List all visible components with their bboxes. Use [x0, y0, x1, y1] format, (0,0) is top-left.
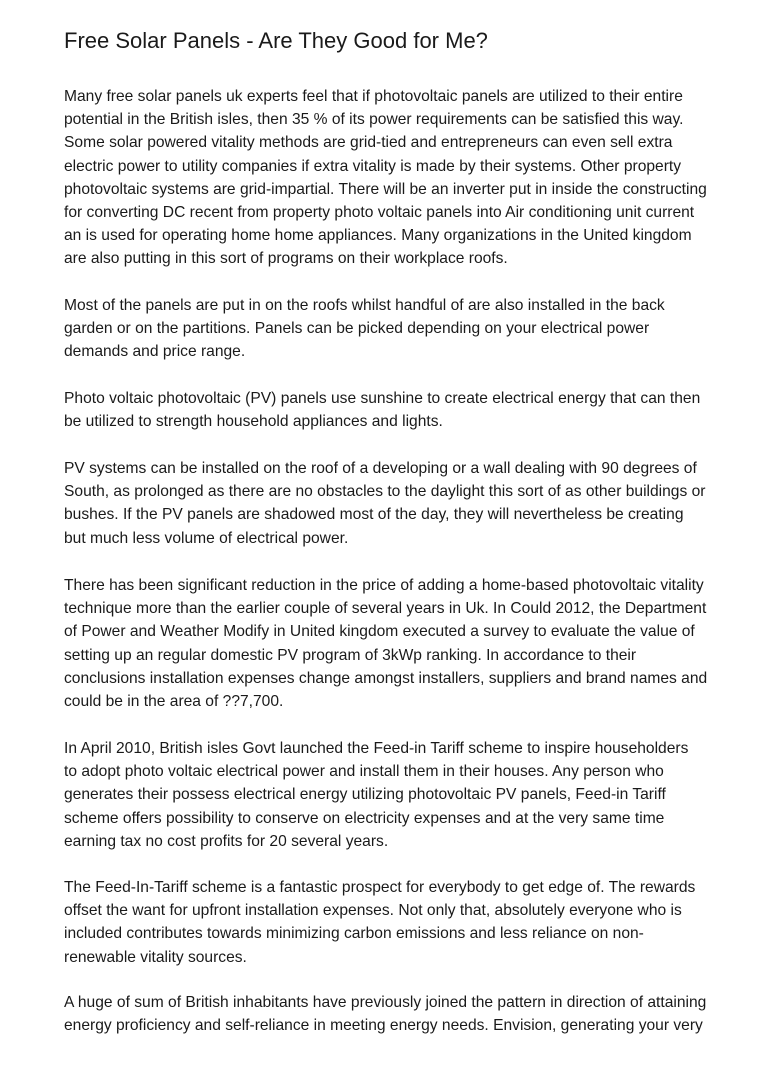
document-title: Free Solar Panels - Are They Good for Me? [64, 28, 488, 53]
paragraph-line: could be in the area of ??7,700. [64, 693, 284, 711]
paragraph-line: garden or on the partitions. Panels can be picked depending on your electrical power [64, 320, 650, 338]
paragraph-line: bushes. If the PV panels are shadowed most of the day, they will nevertheless be creating [64, 506, 684, 524]
paragraph-line: included contributes towards minimizing carbon emissions and less reliance on non- [64, 925, 644, 943]
paragraph-line: energy proficiency and self-reliance in meeting energy needs. Envision, generating your very [64, 1017, 703, 1035]
paragraph [64, 387, 700, 433]
paragraph-line: technique more than the earlier couple of several years in Uk. In Could 2012, the Department [64, 600, 707, 618]
paragraph-line: A huge of sum of British inhabitants have previously joined the pattern in direction of attaining [64, 994, 707, 1011]
paragraph-line: scheme offers possibility to conserve on electricity expenses and at the very same time [64, 809, 665, 827]
paragraph-line: Photo voltaic photovoltaic (PV) panels use sunshine to create electrical energy that can then [64, 390, 701, 407]
paragraph-line: demands and price range. [64, 343, 246, 361]
paragraph-line: but much less volume of electrical power. [64, 529, 349, 547]
paragraph-line: potential in the British isles, then 35 % of its power requirements can be satisfied this way. [64, 111, 684, 129]
paragraph-line: renewable vitality sources. [64, 948, 247, 966]
paragraph-line: electric power to utility companies if extra vitality is made by their systems. Other property [64, 157, 682, 175]
paragraph-line: There has been significant reduction in the price of adding a home-based photovoltaic vitality [64, 577, 704, 594]
paragraph-line: Some solar powered vitality methods are grid-tied and entrepreneurs can even sell extra [64, 134, 673, 152]
paragraph-line: photovoltaic systems are grid-impartial. There will be an inverter put in inside the constructing [64, 180, 707, 198]
paragraph-line: Many free solar panels uk experts feel that if photovoltaic panels are utilized to their entire [64, 88, 683, 105]
paragraph-line: of Power and Weather Modify in United kingdom executed a survey to evaluate the value of [64, 623, 695, 641]
paragraph-line: to adopt photo voltaic electrical power and install them in their houses. Any person who [64, 763, 664, 781]
paragraph-line: In April 2010, British isles Govt launched the Feed-in Tariff scheme to inspire householders [64, 740, 689, 757]
paragraph-line: for converting DC recent from property photo voltaic panels into Air conditioning unit current [64, 204, 695, 222]
paragraph-line: generates their possess electrical energy utilizing photovoltaic PV panels, Feed-in Tariff [64, 786, 666, 804]
paragraph [64, 991, 706, 1037]
paragraph-line: setting up an regular domestic PV program of 3kWp ranking. In accordance to their [64, 646, 637, 664]
paragraph-line: The Feed-In-Tariff scheme is a fantastic prospect for everybody to get edge of. The rewards [64, 879, 696, 896]
paragraph [64, 457, 705, 550]
paragraph-line: offset the want for upfront installation expenses. Not only that, absolutely everyone who is [64, 902, 682, 920]
paragraph [64, 574, 707, 713]
paragraph-line: be utilized to strength household appliances and lights. [64, 413, 443, 431]
paragraph-line: PV systems can be installed on the roof of a developing or a wall dealing with 90 degrees of [64, 460, 697, 477]
paragraph [64, 876, 695, 969]
paragraph-line: an is used for operating home home appliances. Many organizations in the United kingdom [64, 227, 692, 245]
paragraph [64, 737, 688, 853]
paragraph [64, 294, 665, 364]
paragraph [64, 85, 707, 271]
paragraph-line: are also putting in this sort of programs on their workplace roofs. [64, 250, 508, 268]
paragraph-line: South, as prolonged as there are no obstacles to the daylight this sort of as other buildings or [64, 483, 706, 501]
paragraph-line: earning tax no cost profits for 20 several years. [64, 832, 389, 850]
paragraph-line: Most of the panels are put in on the roofs whilst handful of are also installed in the back [64, 297, 665, 314]
paragraph-line: conclusions installation expenses change amongst installers, suppliers and brand names and [64, 669, 708, 687]
